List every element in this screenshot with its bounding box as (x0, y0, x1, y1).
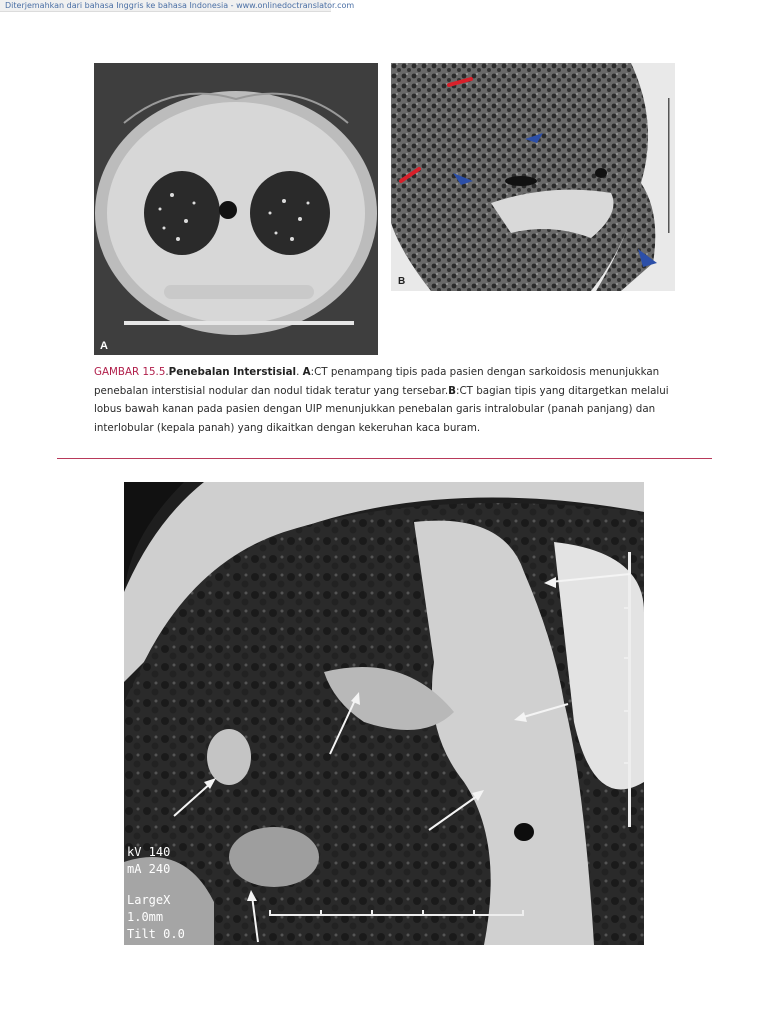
caption-part-b-label: B (448, 384, 456, 397)
figure-caption: GAMBAR 15.5.Penebalan Interstisial. A:CT penampang tipis pada pasien dengan sarkoidosis menunjukkan penebalan interstisial nodular dan nodul tidak teratur yang tersebar.B:CT bagian tipis yang ditargetkan melalui lobus bawah kanan pada pasien dengan UIP menunjukkan penebalan garis intralobular (panah panjang) dan interlobular (kepala panah) yang dikaitkan dengan kekeruhan kaca buram. (94, 366, 669, 434)
ct-image-large (124, 482, 644, 945)
caption-part-b-text: CT bagian tipis yang ditargetkan melalui lobus bawah kanan pada pasien dengan UIP menunjukkan penebalan garis intralobular (panah panjang) dan interlobular (kepala panah) yang dikaitkan dengan kekeruhan kaca buram. (94, 384, 669, 434)
ct-image-panel-b (391, 63, 675, 291)
ct-overlay-tilt: Tilt 0.0 (127, 927, 185, 941)
ct-overlay-ma: mA 240 (127, 862, 171, 876)
caption-part-a-text: CT penampang tipis pada pasien dengan sarkoidosis menunjukkan penebalan interstisial nodular dan nodul tidak teratur yang tersebar. (94, 366, 660, 397)
ct-overlay-kv: kV 140 (127, 845, 171, 859)
figure-title: Penebalan Interstisial (168, 366, 297, 378)
banner-text: Diterjemahkan dari bahasa Inggris ke bahasa Indonesia - www.onlinedoctranslator.com (5, 1, 355, 10)
ct-overlay-fov: LargeX (127, 893, 171, 907)
section-divider (57, 458, 712, 459)
panel-b-letter: B (398, 276, 406, 287)
ct-image-panel-a (94, 63, 378, 355)
translator-banner[interactable] (0, 0, 355, 12)
caption-part-a-label: A (302, 366, 311, 378)
figure-label: GAMBAR 15.5 (94, 366, 166, 378)
ct-overlay-slice: 1.0mm (127, 910, 164, 924)
panel-a-letter: A (100, 340, 108, 352)
